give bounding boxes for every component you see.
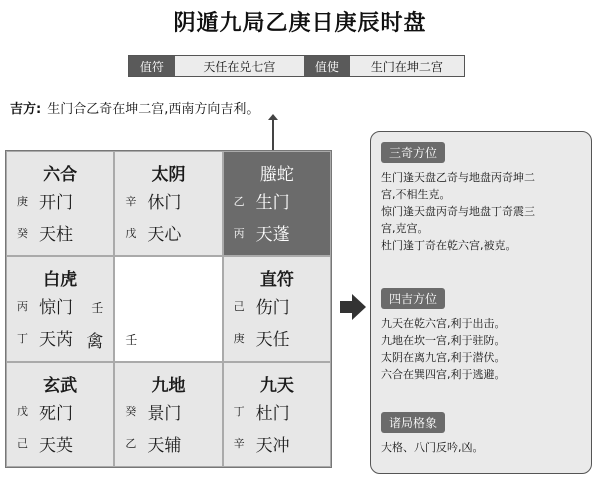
stem: 庚 [17, 194, 28, 208]
stem: 丁 [17, 331, 28, 345]
deity-label: 直符 [259, 270, 294, 291]
stem: 癸 [17, 226, 28, 240]
star-label: 天蓬 [255, 225, 290, 245]
section-title: 诸局格象 [381, 412, 445, 433]
stem: 乙 [233, 194, 245, 208]
door-label: 休门 [147, 193, 182, 213]
stem: 己 [17, 437, 28, 451]
geju-section [381, 412, 587, 456]
door-label: 开门 [39, 193, 73, 213]
door-label: 生门 [255, 193, 290, 213]
deity-label: 九地 [151, 375, 186, 396]
door-label: 伤门 [255, 298, 290, 319]
palace-xun4 [6, 151, 114, 256]
info-bar [128, 55, 465, 77]
deity-label: 六合 [43, 165, 78, 185]
star-label: 天心 [147, 225, 182, 245]
stem: 癸 [125, 405, 137, 419]
zhishi-value: 生门在坤二宫 [350, 56, 464, 76]
text-line: 大格、八门反吟,凶。 [381, 441, 484, 454]
text-line: 杜门逢丁奇在乾六宫,被克。 [381, 239, 517, 252]
star-label: 天冲 [255, 435, 290, 456]
palace-qian6 [223, 362, 331, 467]
siji-section [381, 288, 587, 383]
extra-stem: 壬 [91, 301, 104, 316]
palace-center5 [114, 256, 222, 361]
palace-gen8 [6, 362, 114, 467]
star-label: 天英 [39, 435, 73, 456]
pointer-line [272, 118, 274, 152]
page-title: 阴遁九局乙庚日庚辰时盘 [173, 11, 427, 36]
stem: 庚 [233, 331, 245, 345]
deity-label: 太阴 [151, 165, 186, 185]
star-label: 天柱 [39, 225, 73, 245]
arrow-right-icon [338, 292, 368, 322]
text-line: 生门逢天盘乙奇与地盘丙奇坤二 [381, 171, 535, 184]
star-label: 天任 [255, 330, 290, 351]
analysis-panel [370, 131, 592, 474]
door-label: 死门 [39, 403, 73, 424]
text-line: 惊门逢天盘丙奇与地盘丁奇震三 [381, 205, 535, 218]
deity-label: 玄武 [43, 375, 78, 396]
stem: 己 [233, 299, 245, 313]
palace-li9 [114, 151, 222, 256]
stem: 丙 [17, 299, 28, 313]
text-line: 九天在乾六宫,利于出击。 [381, 317, 506, 330]
sanqi-section [381, 142, 587, 254]
extra-star: 禽 [86, 332, 104, 353]
center-stem: 壬 [125, 333, 138, 348]
section-title: 四吉方位 [381, 288, 445, 309]
auspicious-direction [10, 98, 259, 117]
stem: 丙 [233, 226, 245, 240]
auspicious-text: 生门合乙奇在坤二宫,西南方向吉利。 [47, 102, 260, 117]
section-title: 三奇方位 [381, 142, 445, 163]
palace-zhen3 [6, 256, 114, 361]
stem: 乙 [125, 437, 137, 451]
zhishi-label: 值使 [304, 56, 350, 76]
palace-kun2 [223, 151, 331, 256]
stem: 戊 [17, 405, 28, 419]
star-label: 天芮 [39, 330, 73, 351]
stem: 辛 [233, 437, 245, 451]
door-label: 杜门 [255, 403, 290, 424]
stem: 辛 [125, 194, 137, 208]
text-line: 宫,克宫。 [381, 222, 429, 235]
text-line: 六合在巽四宫,利于逃避。 [381, 368, 506, 381]
palace-dui7 [223, 256, 331, 361]
palace-kan1 [114, 362, 222, 467]
text-line: 太阴在离九宫,利于潜伏。 [381, 351, 506, 364]
text-line: 宫,不相生克。 [381, 188, 451, 201]
auspicious-label: 吉方: [10, 102, 42, 117]
deity-label: 白虎 [43, 270, 78, 291]
star-label: 天辅 [147, 435, 182, 456]
deity-label: 九天 [259, 375, 294, 396]
deity-label: 螣蛇 [259, 165, 294, 185]
palace-grid [5, 150, 332, 468]
door-label: 景门 [147, 403, 182, 424]
text-line: 九地在坎一宫,利于驻防。 [381, 334, 506, 347]
door-label: 惊门 [39, 298, 73, 319]
zhifu-label: 值符 [129, 56, 175, 76]
stem: 丁 [233, 405, 245, 419]
stem: 戊 [125, 226, 137, 240]
zhifu-value: 天任在兑七宫 [175, 56, 304, 76]
